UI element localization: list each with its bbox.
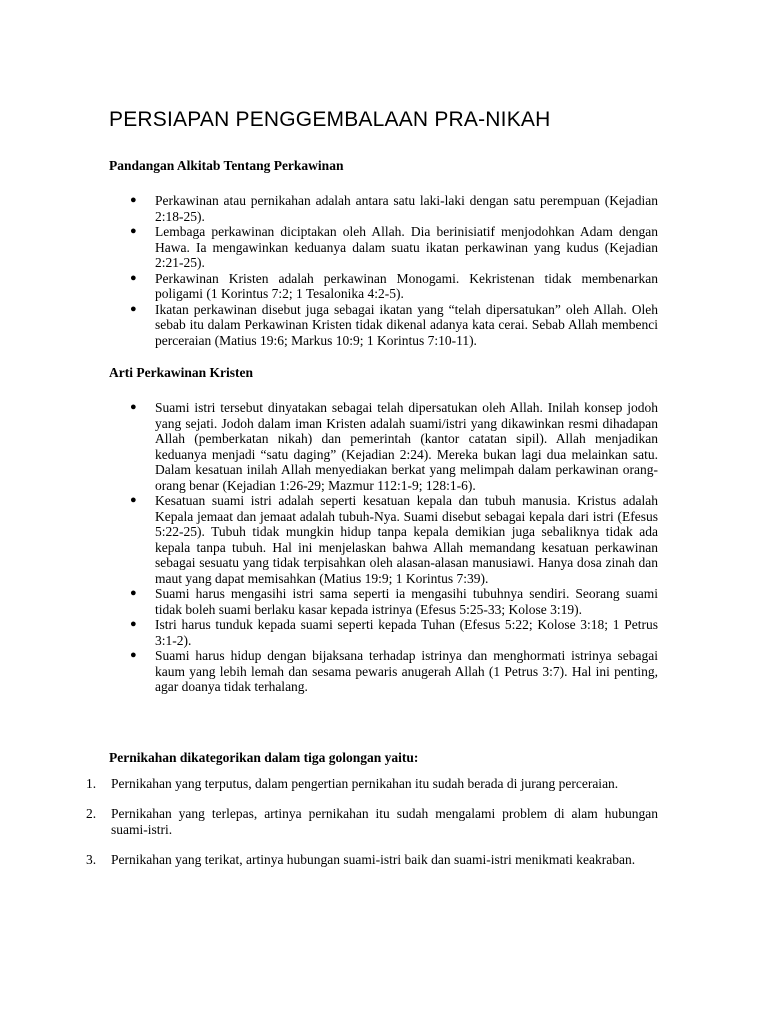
list-item (0, 224, 658, 271)
numbered-list-kategori-pernikahan (0, 776, 658, 882)
bullet-icon: ● (130, 194, 137, 206)
bullet-icon: ● (130, 401, 137, 413)
list-item-text: Pernikahan yang terputus, dalam pengertian pernikahan itu sudah berada di jurang perceraian. (111, 776, 619, 791)
list-item-text: Kesatuan suami istri adalah seperti kesatuan kepala dan tubuh manusia. Kristus adalah Kepala jemaat dan jemaat adalah tubuh-Nya. Suami disebut sebagai kepala dari istri (Efesus 5:22-25). Tubuh tidak mungkin hidup tanpa kepala demikian juga sebaliknya tidak ada kepala tanpa tubuh. Hal ini menjelaskan bahwa Allah memandang kesatuan perkawinan sebagai sesuatu yang tidak terpisahkan oleh alasan-alasan manusiawi. Hanya dosa zinah dan maut yang dapat memisahkan (Matius 19:9; 1 Korintus 7:39). (155, 493, 658, 586)
list-item-text: Perkawinan atau pernikahan adalah antara satu laki-laki dengan satu perempuan (Kejadian 2:18-25). (155, 193, 658, 224)
list-item-text: Suami harus mengasihi istri sama seperti ia mengasihi tubuhnya sendiri. Seorang suami tidak boleh suami berlaku kasar kepada istrinya (Efesus 5:25-33; Kolose 3:19). (155, 586, 658, 617)
list-item-text: Pernikahan yang terikat, artinya hubungan suami-istri baik dan suami-istri menikmati keakraban. (111, 852, 636, 867)
bullet-icon: ● (130, 587, 137, 599)
numbered-list-item (0, 852, 658, 868)
bullet-icon: ● (130, 225, 137, 237)
section-heading-arti-perkawinan: Arti Perkawinan Kristen (109, 365, 253, 380)
list-item (0, 617, 658, 648)
list-item (0, 400, 658, 493)
list-item (0, 586, 658, 617)
list-item (0, 648, 658, 695)
list-item-text: Pernikahan yang terlepas, artinya pernikahan itu sudah mengalami problem di alam hubungan suami-istri. (111, 806, 658, 837)
list-item-text: Perkawinan Kristen adalah perkawinan Monogami. Kekristenan tidak membenarkan poligami (1 Korintus 7:2; 1 Tesalonika 4:2-5). (155, 270, 658, 301)
bullet-icon: ● (130, 494, 137, 506)
list-item-text: Suami harus hidup dengan bijaksana terhadap istrinya dan menghormati istrinya sebagai kaum yang lebih lemah dan sesama pewaris anugerah Allah (1 Petrus 3:7). Hal ini penting, agar doanya tidak terhalang. (155, 648, 658, 694)
list-number: 3. (86, 852, 97, 867)
list-item-text: Lembaga perkawinan diciptakan oleh Allah. Dia berinisiatif menjodohkan Adam dengan Hawa. Ia mengawinkan keduanya dalam suatu ikatan perkawinan yang kudus (Kejadian 2:21-25). (155, 224, 658, 270)
list-number: 1. (86, 776, 97, 791)
list-item-text: Suami istri tersebut dinyatakan sebagai telah dipersatukan oleh Allah. Inilah konsep jodoh yang sejati. Jodoh dalam iman Kristen adalah suami/istri yang dikawinkan resmi dihadapan Allah (pemberkatan nikah) dan pemerintah (kantor catatan sipil). Allah menjadikan keduanya menjadi “satu daging” (Kejadian 2:24). Mereka bukan lagi dua melainkan satu. Dalam kesatuan inilah Allah menyediakan berkat yang melimpah dalam perkawinan orang-orang benar (Kejadian 1:26-29; Mazmur 112:1-9; 128:1-6). (155, 400, 658, 493)
list-item (0, 193, 658, 224)
list-item-text: Ikatan perkawinan disebut juga sebagai ikatan yang “telah dipersatukan” oleh Allah. Oleh sebab itu dalam Perkawinan Kristen tidak dikenal adanya kata cerai. Sebab Allah membenci perceraian (Matius 19:6; Markus 10:9; 1 Korintus 7:10-11). (155, 301, 658, 348)
list-item (0, 271, 658, 302)
section-heading-pandangan-alkitab: Pandangan Alkitab Tentang Perkawinan (109, 158, 344, 173)
list-number: 2. (86, 806, 97, 821)
bullet-icon: ● (130, 302, 137, 315)
page-title: PERSIAPAN PENGGEMBALAAN PRA-NIKAH (109, 108, 551, 131)
list-item (0, 302, 658, 349)
list-item (0, 493, 658, 586)
section-heading-kategori-pernikahan: Pernikahan dikategorikan dalam tiga golongan yaitu: (109, 750, 419, 765)
bullet-icon: ● (130, 618, 137, 630)
numbered-list-item (0, 776, 658, 792)
numbered-list-item (0, 806, 658, 838)
bullet-list-pandangan-alkitab (0, 193, 658, 348)
bullet-icon: ● (130, 271, 137, 284)
bullet-list-arti-perkawinan (0, 400, 658, 695)
bullet-icon: ● (130, 649, 137, 661)
list-item-text: Istri harus tunduk kepada suami seperti kepada Tuhan (Efesus 5:22; Kolose 3:18; 1 Petrus 3:1-2). (155, 617, 658, 648)
